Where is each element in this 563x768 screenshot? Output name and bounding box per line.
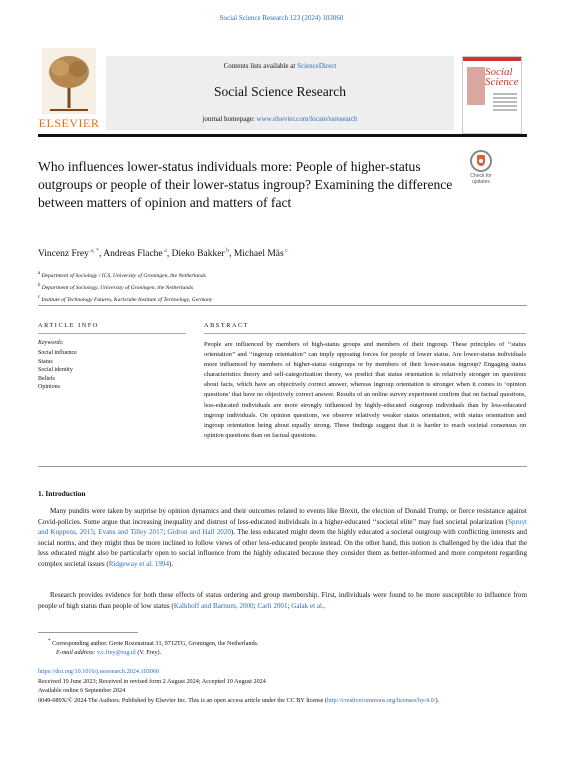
citation-link[interactable]: Galak et al., <box>291 601 326 610</box>
sciencedirect-link[interactable]: ScienceDirect <box>297 62 337 70</box>
cover-top-bar <box>463 57 521 61</box>
divider <box>204 333 526 334</box>
paragraph-text: Many pundits were taken by surprise by opinion dynamics and their outcomes related to events like Brexit, the election of Donald Trump, or fierce resistance against Covid-policies. Some argue that increasing inequality and distrust of less-educated individuals in a higher-educated ‘‘societal elite’’ may fuel societal polarization ( <box>38 507 527 526</box>
keywords-list <box>38 349 77 392</box>
paragraph-text: ; <box>287 601 292 610</box>
author-name[interactable]: Dieko Bakker <box>171 249 225 260</box>
affiliation-list <box>38 269 527 305</box>
masthead-box <box>106 56 454 130</box>
affiliation-item <box>38 281 527 293</box>
section-heading-introduction: 1. Introduction <box>38 489 86 498</box>
citation-link[interactable]: Spruyt and Kuppens, 2015 <box>38 517 527 536</box>
introduction-paragraph-2 <box>38 590 527 611</box>
citation-link[interactable]: Kalkhoff and Barnum, 2000 <box>173 601 254 610</box>
paragraph-text: Research provides evidence for both these effects of status ordering and group membership. First, individuals were found to be more susceptible to influence from people of high status than people of low status ( <box>38 591 527 610</box>
paragraph-text: ; <box>93 528 99 536</box>
author-affiliation-marker[interactable]: a, * <box>88 248 100 254</box>
check-updates-line1: Check for <box>470 173 492 179</box>
contents-line <box>106 62 454 70</box>
email-suffix: (V. Frey). <box>135 649 162 657</box>
doi-link[interactable]: https://doi.org/10.1016/j.ssresearch.2024.103060 <box>38 668 160 675</box>
introduction-paragraph-1 <box>38 506 527 569</box>
license-link[interactable]: http://creativecommons.org/licenses/by/4.0/ <box>326 696 436 704</box>
keyword-item: Social identity <box>38 367 73 374</box>
author-name[interactable]: Vincenz Frey <box>38 249 89 260</box>
check-updates-label <box>463 173 499 185</box>
affiliation-item <box>38 269 527 281</box>
footnote-text: Corresponding author. Grote Rozenstraat 31, 9712TG, Groningen, the Netherlands. <box>52 640 259 648</box>
keyword-item: Status <box>38 358 53 365</box>
elsevier-tree-icon <box>42 48 96 114</box>
check-updates-line2: updates <box>472 179 490 185</box>
affiliation-marker: b <box>38 282 41 288</box>
paragraph-text: ). <box>169 559 174 568</box>
author-affiliation-marker[interactable]: c <box>283 248 288 254</box>
cover-title <box>485 67 519 87</box>
affiliation-marker: a <box>38 271 41 276</box>
keywords-label: Keywords: <box>38 340 64 346</box>
cover-illustration <box>467 67 485 105</box>
journal-homepage-link[interactable]: www.elsevier.com/locate/ssresearch <box>256 115 358 123</box>
affiliation-item <box>38 293 527 305</box>
email-label: E-mail address: <box>56 649 98 657</box>
footnote-email-line <box>48 648 518 657</box>
license-text: 0049-089X/© 2024 The Authors. Published by Elsevier Inc. This is an open access article under the CC BY license ( <box>38 696 327 704</box>
elsevier-logo[interactable] <box>38 48 100 134</box>
license-end: ). <box>435 696 440 704</box>
journal-cover-image[interactable] <box>462 56 522 134</box>
cover-title-line2: Science <box>485 76 519 88</box>
cover-text-lines <box>493 93 517 113</box>
citation-link[interactable]: Carli 2001 <box>257 601 288 610</box>
divider <box>38 466 527 467</box>
affiliation-text: Department of Sociology, University of Groningen, the Netherlands <box>40 284 193 291</box>
elsevier-wordmark: ELSEVIER <box>38 116 100 130</box>
affiliation-text: Institute of Technology Futures, Karlsruhe Institute of Technology, Germany <box>40 296 213 303</box>
journal-reference[interactable]: Social Science Research 123 (2024) 103060 <box>219 14 344 22</box>
journal-title: Social Science Research <box>214 84 346 99</box>
divider <box>38 305 527 306</box>
citation-link[interactable]: Evans and Tilley 2017 <box>98 528 164 536</box>
abstract-text: People are influenced by members of high-status groups and members of their ingroup. These principles of ‘‘status orientation’’ and ‘‘ingroup orientation’’ can imply opposing forces for people of lower status. Are lower-status individuals more influenced by members of higher-status outgroups or by members of their lower-status ingroup? Engaging status characteristics theory and self-categorization theory, we predict that status orientation is relatively stronger on questions about facts, which have an objectively correct answer, whereas ingroup orientation is stronger when it comes to ‘opinion questions’ that have no objectively correct answer. Results of an online survey experiment confirm that on factual questions, less-educated individuals are more strongly influenced by highly-educated outgroup individuals than by less-educated ingroup individuals. On opinion questions, we observe relatively weaker status orientation, with status orientation and ingroup orientation being about equally strong. These findings suggest that it is harder to reach societal consensus on opinion questions than on factual questions. <box>204 341 526 439</box>
check-for-updates-button[interactable] <box>463 150 499 190</box>
footnote <box>48 637 518 657</box>
homepage-prefix: journal homepage: <box>202 115 257 123</box>
cover-title-line1: Social <box>485 66 513 78</box>
paragraph-text: ; <box>163 528 168 536</box>
citation-link[interactable]: Ridgeway et al. 1994 <box>108 559 170 568</box>
article-metadata <box>38 667 527 705</box>
available-online: Available online 6 September 2024 <box>38 687 126 694</box>
paragraph-text: ). The less educated might deem the highly educated a societal outgroup with conflicting interests and social norms, and they might thus be more inclined to follow views of other less-educated people instead. On the other hand, this notion is challenged by the idea that the less educated might also be particularly open to social influence from the highly educated because they consider them as better-informed and more competent regarding complex societal issues ( <box>38 528 527 568</box>
keyword-item: Social influence <box>38 350 77 356</box>
author-list <box>38 248 527 259</box>
author-name[interactable]: Michael Mäs <box>233 249 284 260</box>
author-affiliation-marker[interactable]: a <box>162 248 167 254</box>
abstract-heading: ABSTRACT <box>204 322 250 329</box>
header-rule <box>38 134 527 137</box>
author-separator: , <box>166 249 172 260</box>
author-affiliation-marker[interactable]: b <box>224 248 230 254</box>
author-email-link[interactable]: v.c.frey@rug.nl <box>97 649 136 657</box>
author-separator: , <box>99 249 104 260</box>
homepage-line <box>106 115 454 123</box>
affiliation-text: Department of Sociology / ICS, University of Groningen, the Netherlands <box>40 272 206 279</box>
author-separator: , <box>229 249 234 260</box>
author-name[interactable]: Andreas Flache <box>103 249 163 260</box>
keyword-item: Beliefs <box>38 375 55 382</box>
received-dates: Received 19 June 2023; Received in revised form 2 August 2024; Accepted 10 August 2024 <box>38 677 266 685</box>
footnote-line <box>48 637 518 648</box>
article-info-heading: ARTICLE INFO <box>38 322 99 329</box>
keyword-item: Opinions <box>38 384 61 391</box>
article-title: Who influences lower-status individuals more: People of higher-status outgroups or people of their lower-status ingroup? Examining the difference between matters of opinion and matters of fact <box>38 159 453 210</box>
footnote-rule <box>38 632 138 633</box>
check-updates-icon <box>470 150 492 172</box>
paragraph-text: ; <box>253 601 258 610</box>
footnote-marker: * <box>48 638 51 644</box>
affiliation-marker: c <box>38 294 41 300</box>
contents-prefix: Contents lists available at <box>223 62 298 70</box>
divider <box>38 333 186 334</box>
citation-link[interactable]: Gidron and Hall 2020 <box>167 528 231 536</box>
license-statement <box>38 696 527 706</box>
